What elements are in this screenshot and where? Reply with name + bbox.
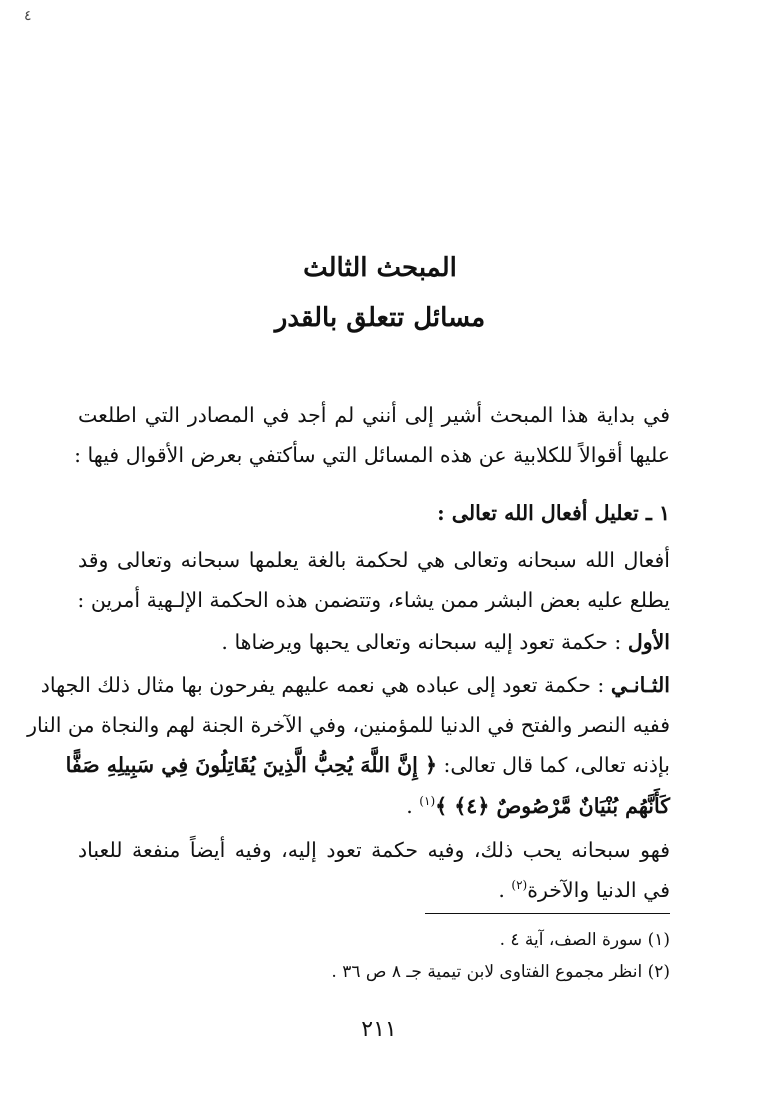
para2-line-1: فهو سبحانه يحب ذلك، وفيه حكمة تعود إليه، وفيه أيضاً منفعة للعباد bbox=[78, 838, 670, 862]
sentence-end: . bbox=[406, 794, 420, 818]
intro-line-2: عليها أقوالاً للكلابية عن هذه المسائل التي سأكتفي بعرض الأقوال فيها : bbox=[74, 443, 670, 467]
para1-line-2: يطلع عليه بعض البشر ممن يشاء، وتتضمن هذه الحكمة الإلـهية أمرين : bbox=[77, 588, 670, 612]
section-heading: المبحث الثالث bbox=[303, 253, 457, 283]
second-aspect-label: الثـانـي bbox=[610, 673, 670, 697]
second-aspect-line-2: ففيه النصر والفتح في الدنيا للمؤمنين، وفي الآخرة الجنة لهم والنجاة من النار bbox=[27, 713, 670, 737]
second-aspect-line-3-text: بإذنه تعالى، كما قال تعالى: bbox=[436, 753, 670, 777]
subsection-title: ١ ـ تعليل أفعال الله تعالى : bbox=[437, 501, 670, 525]
footnote-ref-1: (١) bbox=[419, 794, 436, 809]
quran-verse-part-1: ﴿ إِنَّ اللَّهَ يُحِبُّ الَّذِينَ يُقَاتِلُونَ فِي سَبِيلِهِ صَفًّا bbox=[65, 753, 437, 777]
second-aspect-text: : حكمة تعود إلى عباده هي نعمه عليهم يفرحون بها مثال ذلك الجهاد bbox=[40, 673, 611, 697]
first-aspect bbox=[78, 622, 670, 662]
quran-verse-part-2: كَأَنَّهُم بُنْيَانٌ مَّرْصُوصٌ ﴿٤﴾ ﴾ bbox=[435, 794, 670, 818]
footnote-1: (١) سورة الصف، آية ٤ . bbox=[499, 930, 670, 950]
footnote-separator bbox=[425, 913, 670, 914]
page-number: ٢١١ bbox=[361, 1017, 397, 1042]
para2-line-2 bbox=[78, 870, 670, 910]
para1-line-1: أفعال الله سبحانه وتعالى هي لحكمة بالغة يعلمها سبحانه وتعالى وقد bbox=[78, 548, 670, 572]
footnote-ref-2: (٢) bbox=[511, 878, 528, 893]
first-aspect-text: : حكمة تعود إليه سبحانه وتعالى يحبها ويرضاها . bbox=[221, 630, 628, 654]
para2-line-2-text: في الدنيا والآخرة bbox=[527, 878, 670, 902]
second-aspect-line-4 bbox=[78, 786, 670, 826]
second-aspect-line-1 bbox=[40, 665, 670, 705]
section-title: مسائل تتعلق بالقدر bbox=[274, 303, 486, 333]
second-aspect-line-3 bbox=[65, 745, 670, 785]
intro-line-1: في بداية هذا المبحث أشير إلى أنني لم أجد في المصادر التي اطلعت bbox=[78, 403, 670, 427]
sentence-end: . bbox=[498, 878, 512, 902]
first-aspect-label: الأول bbox=[627, 630, 670, 654]
footnote-2: (٢) انظر مجموع الفتاوى لابن تيمية جـ ٨ ص ٣٦ . bbox=[331, 962, 670, 982]
page-corner-mark: ٤ bbox=[24, 8, 32, 24]
